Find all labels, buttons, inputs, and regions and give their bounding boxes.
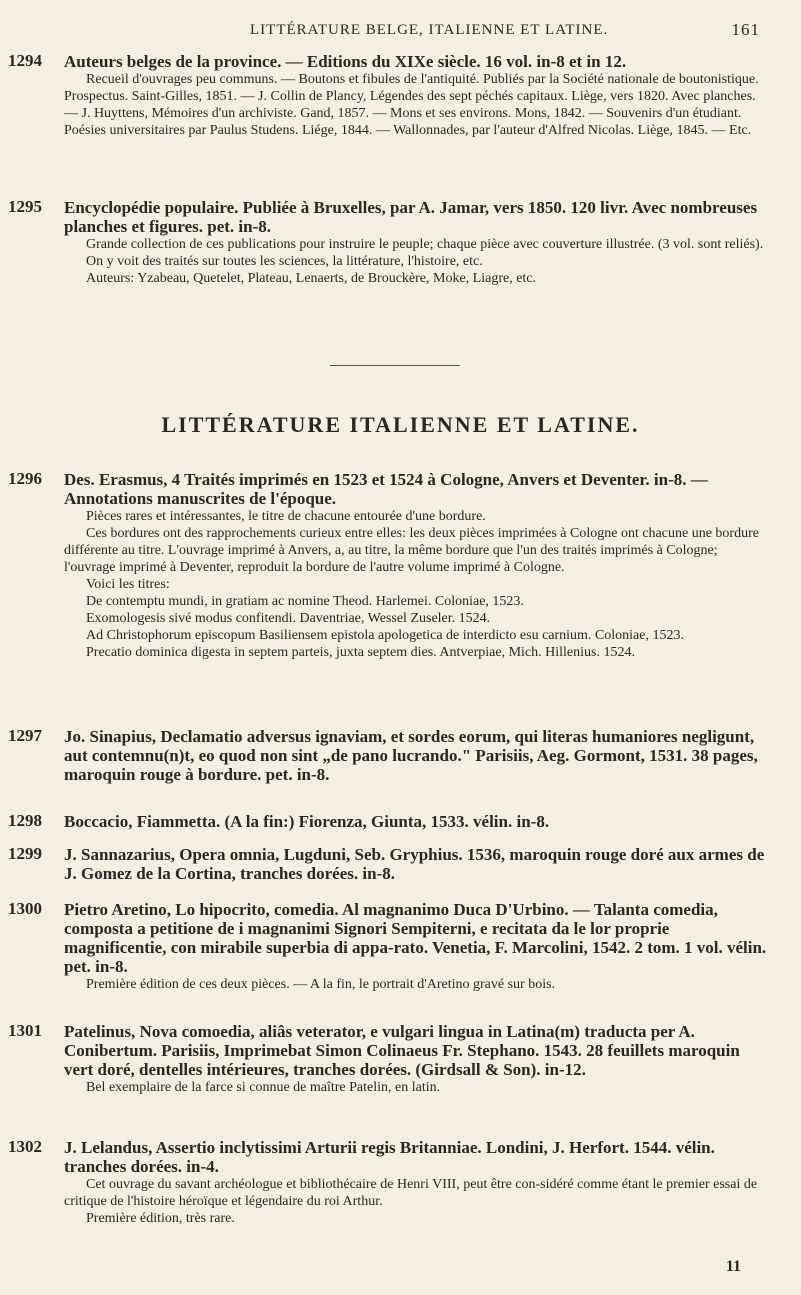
entry-heading: Boccacio, Fiammetta. (A la fin:) Fiorenza, Giunta, 1533. vélin. in-8.	[64, 812, 550, 831]
entry-note: Première édition, très rare.	[86, 1211, 235, 1226]
entry-note: Ces bordures ont des rapprochements curieux entre elles: les deux pièces imprimées à Cologne ont chacune une bordure différente au titre. L'ouvrage imprimé à Anvers, a, au titre, la même bordure que l'un des traités imprimés à Cologne; l'ouvrage imprimé à Deventer, reproduit la bordure de l'autre volume imprimé à Cologne.	[64, 526, 759, 575]
catalogue-entry	[8, 844, 770, 883]
running-title: LITTÉRATURE BELGE, ITALIENNE ET LATINE.	[250, 22, 609, 38]
entry-heading: Des. Erasmus, 4 Traités imprimés en 1523 et 1524 à Cologne, Anvers et Deventer. in-8. — Annotations manuscrites de l'époque.	[64, 470, 708, 508]
page-header	[250, 22, 770, 39]
lot-number: 1297	[8, 726, 42, 745]
entry-heading: Pietro Aretino, Lo hipocrito, comedia. Al magnanimo Duca D'Urbino. — Talanta comedia, composta a petitione de i magnanimi Signori Sempiterni, e recitata da le lor proprie magnificentie, con mirabile superbia di appa-rato. Venetia, F. Marcolini, 1542. 2 tom. 1 vol. vélin. pet. in-8.	[64, 900, 767, 976]
lot-number: 1301	[8, 1021, 42, 1040]
catalogue-entry	[8, 51, 770, 139]
lot-number: 1302	[8, 1137, 42, 1156]
entry-note: Voici les titres:	[86, 577, 170, 592]
entry-note: Cet ouvrage du savant archéologue et bibliothécaire de Henri VIII, peut être con-sidéré comme étant le premier essai de critique de l'histoire héroïque et légendaire du roi Arthur.	[64, 1177, 758, 1209]
entry-note: Première édition de ces deux pièces. — A la fin, le portrait d'Aretino gravé sur bois.	[86, 977, 556, 992]
entry-heading: J. Lelandus, Assertio inclytissimi Arturii regis Britanniae. Londini, J. Herfort. 1544. vélin. tranches dorées. in-4.	[64, 1138, 715, 1176]
lot-number: 1300	[8, 899, 42, 918]
entry-note: Recueil d'ouvrages peu communs. — Boutons et fibules de l'antiquité. Publiés par la Société nationale de boutonistique. Prospectus. Saint-Gilles, 1851. — J. Collin de Plancy, Légendes des sept péchés capitaux. Liège, vers 1820. Avec planches. — J. Huyttens, Mémoires d'un archiviste. Gand, 1857. — Mons et ses environs. Mons, 1842. — Souvenirs d'un étudiant. Poésies universitaires par Paulus Studens. Liége, 1844. — Wallonnades, par l'auteur d'Alfred Nicolas. Liège, 1845. — Etc.	[64, 72, 759, 138]
lot-number: 1299	[8, 844, 42, 863]
entry-note: Bel exemplaire de la farce si connue de maître Patelin, en latin.	[86, 1080, 441, 1095]
signature-mark: 11	[725, 1258, 741, 1275]
catalogue-entry	[8, 899, 770, 993]
entry-heading: Auteurs belges de la province. — Editions du XIXe siècle. 16 vol. in-8 et in 12.	[64, 52, 627, 71]
entry-note: Grande collection de ces publications pour instruire le peuple; chaque pièce avec couverture illustrée. (3 vol. sont reliés).	[86, 237, 764, 252]
page-number: 161	[731, 20, 760, 39]
section-title: LITTÉRATURE ITALIENNE ET LATINE.	[161, 412, 640, 437]
entry-note: Ad Christophorum episcopum Basiliensem epistola apologetica de interdicto esu carnium. Coloniae, 1523.	[86, 628, 684, 643]
entry-note: Precatio dominica digesta in septem parteis, juxta septem dies. Antverpiae, Mich. Hillenius. 1524.	[86, 645, 635, 660]
catalogue-entry	[8, 1137, 770, 1227]
lot-number: 1294	[8, 51, 42, 70]
lot-number: 1298	[8, 811, 42, 830]
entry-note: Exomologesis sivé modus confitendi. Daventriae, Wessel Zuseler. 1524.	[86, 611, 491, 626]
catalogue-entry	[8, 811, 770, 831]
catalogue-entry	[8, 1021, 770, 1096]
lot-number: 1295	[8, 197, 42, 216]
catalogue-entry	[8, 197, 770, 287]
entry-note: Pièces rares et intéressantes, le titre de chacune entourée d'une bordure.	[86, 509, 486, 524]
section-divider	[330, 365, 460, 366]
entry-note: Auteurs: Yzabeau, Quetelet, Plateau, Lenaerts, de Brouckère, Moke, Liagre, etc.	[86, 271, 537, 286]
catalogue-entry	[8, 726, 770, 784]
catalogue-entry	[8, 469, 770, 661]
entry-heading: Jo. Sinapius, Declamatio adversus ignaviam, et sordes eorum, qui literas humaniores negligunt, aut contemnu(n)t, eo quod non sint „de pano lucrando." Parisiis, Aeg. Gormont, 1531. 38 pages, maroquin rouge à bordure. pet. in-8.	[64, 727, 758, 784]
entry-note: On y voit des traités sur toutes les sciences, la littérature, l'histoire, etc.	[86, 254, 483, 269]
lot-number: 1296	[8, 469, 42, 488]
entry-note: De contemptu mundi, in gratiam ac nomine Theod. Harlemei. Coloniae, 1523.	[86, 594, 524, 609]
entry-heading: Encyclopédie populaire. Publiée à Bruxelles, par A. Jamar, vers 1850. 120 livr. Avec nombreuses planches et figures. pet. in-8.	[64, 198, 758, 236]
entry-heading: J. Sannazarius, Opera omnia, Lugduni, Seb. Gryphius. 1536, maroquin rouge doré aux armes de J. Gomez de la Cortina, tranches dorées. in-8.	[64, 845, 765, 883]
entry-heading: Patelinus, Nova comoedia, aliâs veterator, e vulgari lingua in Latina(m) traducta per A. Conibertum. Parisiis, Imprimebat Simon Colinaeus Fr. Stephano. 1543. 28 feuillets maroquin vert doré, dentelles intérieures, tranches dorées. (Girdsall & Son). in-12.	[64, 1022, 740, 1079]
